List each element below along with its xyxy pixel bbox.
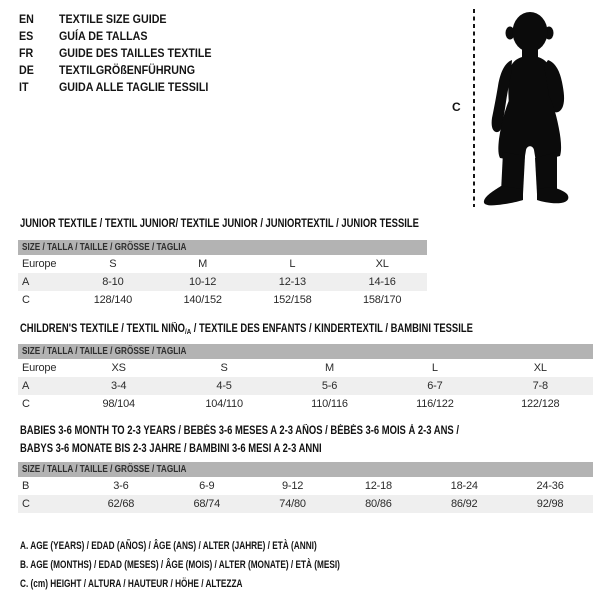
age-cell: 10-12 (189, 276, 217, 288)
size-cell: L (289, 258, 296, 270)
language-title: GUIDE DES TAILLES TEXTILE (58, 48, 212, 60)
footnote-age-years: A. AGE (YEARS) / EDAD (AÑOS) / ÂGE (ANS) / ALTER (JAHRE) / ETÀ (ANNI) (20, 540, 317, 552)
age-cell: 6-7 (427, 380, 443, 392)
baby-silhouette-image (481, 6, 573, 206)
size-table-header-bar: SIZE / TALLA / TAILLE / GRÖSSE / TAGLIA (18, 462, 593, 477)
height-cell: 68/74 (193, 498, 220, 510)
footnotes (20, 537, 447, 594)
language-legend (19, 12, 212, 97)
children-size-table (18, 344, 593, 413)
height-cell: 158/170 (362, 294, 402, 306)
language-code: EN (19, 14, 34, 26)
age-cell: 7-8 (532, 380, 548, 392)
size-cell: XL (375, 258, 389, 270)
row-label: B (22, 480, 30, 492)
height-cell: 152/158 (273, 294, 312, 306)
footnote-age-months: B. AGE (MONTHS) / EDAD (MESES) / ÂGE (MOIS) / ALTER (MONATE) / ETÀ (MESI) (20, 559, 340, 571)
height-cell: 140/152 (183, 294, 222, 306)
age-cell: 6-9 (199, 480, 215, 492)
language-title: GUÍA DE TALLAS (58, 31, 148, 43)
row-label: C (22, 294, 30, 306)
height-cell: 128/140 (93, 294, 133, 306)
language-title: TEXTILE SIZE GUIDE (58, 14, 167, 26)
row-label: A (22, 380, 30, 392)
babies-section-title: BABIES 3-6 MONTH TO 2-3 YEARS / BEBÉS 3-6 MESES A 2-3 AÑOS / BÉBÉS 3-6 MOIS À 2-3 ANS / BABYS 3-6 MONATE BIS 2-3 JAHRE / BAMBINI 3-6 MESI A 2-3 ANNI (20, 425, 459, 455)
table-row-height (18, 291, 427, 309)
language-row-en (19, 12, 212, 29)
size-cell: L (431, 362, 438, 374)
language-row-fr (19, 46, 212, 63)
height-cell: 116/122 (416, 398, 454, 410)
height-cell: 92/98 (536, 498, 564, 510)
row-label: C (22, 398, 30, 410)
age-cell: 4-5 (216, 380, 232, 392)
row-label: C (22, 498, 30, 510)
table-row-age (18, 377, 593, 395)
babies-size-table (18, 462, 593, 513)
table-row-europe (18, 255, 427, 273)
age-cell: 8-10 (102, 276, 124, 288)
footnote-height-cm: C. (cm) HEIGHT / ALTURA / HAUTEUR / HÖHE / ALTEZZA (20, 578, 243, 590)
table-row-height (18, 495, 593, 513)
height-cell: 104/110 (205, 398, 243, 410)
height-cell: 122/128 (521, 398, 560, 410)
size-table-header-bar: SIZE / TALLA / TAILLE / GRÖSSE / TAGLIA (18, 344, 593, 359)
language-row-it (19, 80, 212, 97)
language-title: GUIDA ALLE TAGLIE TESSILI (58, 82, 209, 94)
age-cell: 12-13 (278, 276, 306, 288)
age-cell: 5-6 (321, 380, 338, 392)
height-cell: 86/92 (450, 498, 478, 510)
age-cell: 14-16 (368, 276, 396, 288)
size-cell: M (324, 362, 334, 374)
age-cell: 18-24 (450, 480, 478, 492)
table-row-age (18, 273, 427, 291)
height-cell: 62/68 (107, 498, 135, 510)
table-row-age-months (18, 477, 593, 495)
age-cell: 3-4 (111, 380, 127, 392)
height-marker-label: C (452, 100, 461, 114)
row-label: Europe (22, 362, 57, 374)
height-cell: 74/80 (279, 498, 306, 510)
language-code: DE (19, 65, 34, 77)
junior-size-table (18, 240, 427, 309)
size-cell: XL (533, 362, 547, 374)
age-cell: 9-12 (281, 480, 304, 492)
table-row-height (18, 395, 593, 413)
age-cell: 24-36 (536, 480, 564, 492)
table-row-europe (18, 359, 593, 377)
size-cell: S (109, 258, 117, 270)
age-cell: 3-6 (113, 480, 129, 492)
children-section-title: CHILDREN'S TEXTILE / TEXTIL $NIÑO_{/A}$ / TEXTILE DES ENFANTS / KINDERTEXTIL / BAMBINI TESSILE (20, 323, 473, 336)
language-code: ES (19, 31, 34, 43)
language-code: FR (19, 48, 34, 60)
size-cell: S (220, 362, 228, 374)
junior-section-title: JUNIOR TEXTILE / TEXTIL JUNIOR/ TEXTILE JUNIOR / JUNIORTEXTIL / JUNIOR TESSILE (20, 218, 419, 230)
height-cell: 80/86 (365, 498, 392, 510)
subscript-text: /A (185, 327, 192, 336)
age-cell: 12-18 (364, 480, 392, 492)
language-row-es (19, 29, 212, 46)
height-cell: 98/104 (102, 398, 135, 410)
size-cell: M (198, 258, 208, 270)
size-cell: XS (111, 362, 126, 374)
height-dashed-line (473, 9, 475, 207)
size-table-header-bar: SIZE / TALLA / TAILLE / GRÖSSE / TAGLIA (18, 240, 427, 255)
language-code: IT (19, 82, 29, 94)
language-title: TEXTILGRÖßENFÜHRUNG (58, 65, 196, 77)
row-label: A (22, 276, 30, 288)
height-cell: 110/116 (311, 398, 348, 410)
language-row-de (19, 63, 212, 80)
row-label: Europe (22, 258, 57, 270)
